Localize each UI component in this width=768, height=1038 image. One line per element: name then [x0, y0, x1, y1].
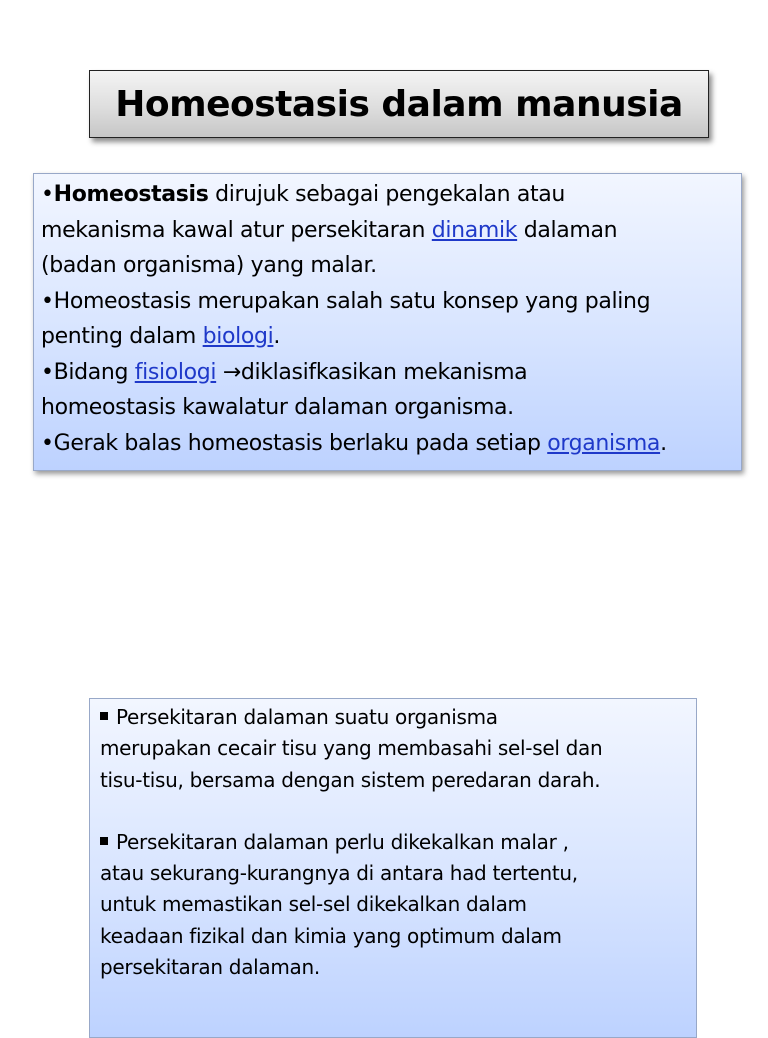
title-box [89, 70, 709, 138]
internal-environment-box [89, 698, 697, 1038]
box2-para2-line-4: keadaan fizikal dan kimia yang optimum dalam [100, 923, 562, 948]
box1-line-4: •Homeostasis merupakan salah satu konsep yang paling [41, 288, 651, 314]
box1-line-7: homeostasis kawalatur dalaman organisma. [41, 395, 514, 420]
link-dinamik[interactable]: dinamik [431, 217, 518, 243]
box2-para1-line-2: merupakan cecair tisu yang membasahi sel-sel dan [100, 736, 603, 761]
box2-para2-line-1: Persekitaran dalaman perlu dikekalkan malar , [100, 827, 690, 858]
bullet: • [41, 182, 54, 207]
box2-para2-line-5: persekitaran dalaman. [100, 955, 320, 980]
square-bullet-icon [100, 712, 108, 720]
link-biologi[interactable]: biologi [202, 324, 274, 349]
page-title: Homeostasis dalam manusia [115, 83, 683, 125]
link-fisiologi[interactable]: fisiologi [134, 359, 217, 385]
paragraph-spacer [100, 796, 690, 827]
box1-line-3: (badan organisma) yang malar. [41, 253, 377, 278]
box1-line-2: mekanisma kawal atur persekitaran dinamik dalaman [41, 217, 618, 243]
box1-line-5: penting dalam biologi. [41, 324, 281, 349]
box1-line-8: •Gerak balas homeostasis berlaku pada setiap organisma. [41, 430, 667, 456]
box2-para2-line-2: atau sekurang-kurangnya di antara had tertentu, [100, 861, 578, 886]
box1-line-1: •Homeostasis dirujuk sebagai pengekalan atau [41, 182, 565, 207]
box1-line-6: •Bidang fisiologi →diklasifkasikan mekanisma [41, 359, 528, 385]
box2-para1-line-1: Persekitaran dalaman suatu organisma [100, 702, 690, 733]
box2-para2-line-3: untuk memastikan sel-sel dikekalkan dalam [100, 892, 527, 917]
term-homeostasis: Homeostasis [53, 182, 209, 207]
arrow-right-icon: → [216, 359, 241, 385]
bullet: • [41, 288, 54, 314]
bullet: • [41, 359, 54, 385]
link-organisma[interactable]: organisma [547, 430, 661, 456]
square-bullet-icon [100, 837, 108, 845]
box2-para1-line-3: tisu-tisu, bersama dengan sistem peredaran darah. [100, 767, 601, 792]
definition-box [33, 173, 742, 471]
bullet: • [41, 430, 54, 456]
